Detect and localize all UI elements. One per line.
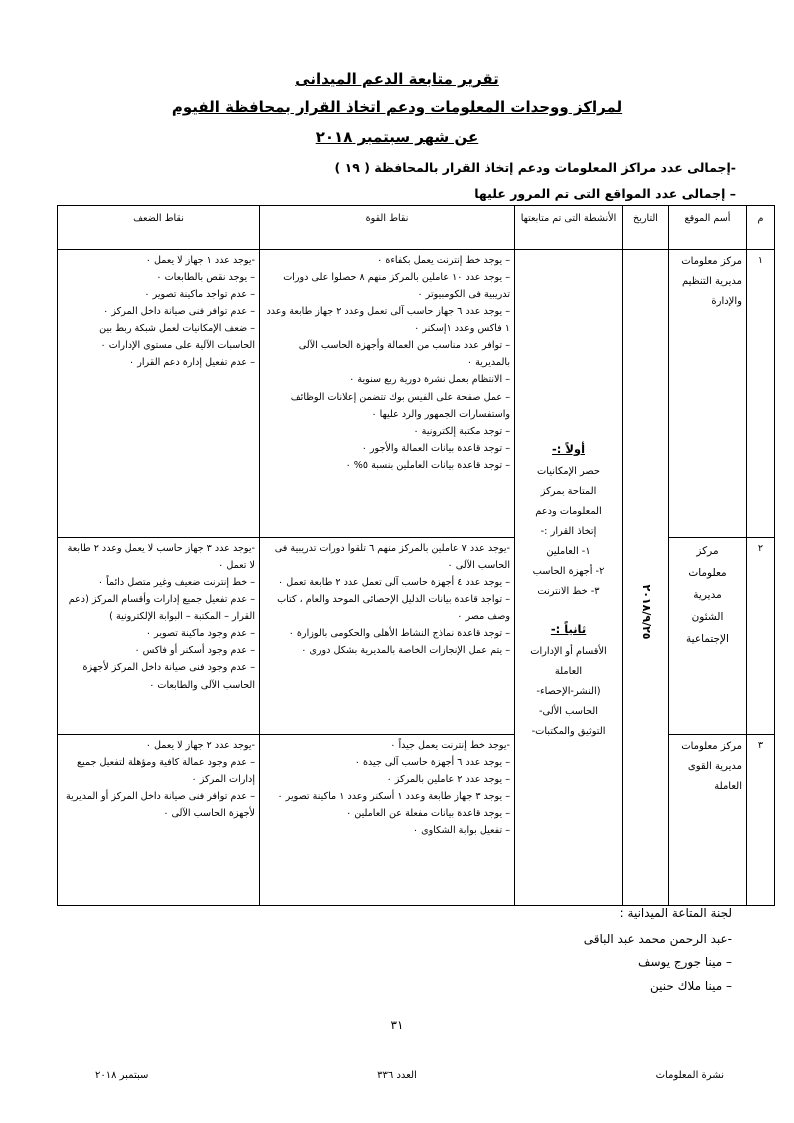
page-number: ٣١	[390, 1018, 404, 1032]
table-header-row	[58, 206, 775, 250]
header-strengths: نقاط القوة	[260, 206, 515, 250]
table-row	[58, 250, 775, 538]
follow-up-table	[57, 205, 775, 906]
visit-date: ٢٠١٨/٩/٢٥	[639, 584, 653, 640]
row-weaknesses: -يوجد عدد ٢ جهاز لا يعمل ٠ – عدم وجود عمالة كافية ومؤهلة لتفعيل جميع إدارات المركز ٠ – عدم توافر فنى صيانة داخل المركز أو المديرية لأجهزة الحاسب الآلى ٠	[58, 735, 260, 906]
row-site: مركز معلومات مديرية القوى العاملة	[669, 735, 747, 906]
row-num: ٢	[747, 538, 775, 735]
intro-visited-sites: – إجمالى عدد المواقع التى تم المرور عليها	[474, 186, 736, 201]
header-site: أسم الموقع	[669, 206, 747, 250]
row-num: ١	[747, 250, 775, 538]
row-site: مركز معلومات مديرية الشئون الإجتماعية	[669, 538, 747, 735]
committee-member: – مينا ملاك حنين	[649, 979, 732, 993]
footer-issue: العدد ٣٣٦	[377, 1070, 417, 1081]
row-num: ٣	[747, 735, 775, 906]
row-strengths: – يوجد خط إنترنت يعمل بكفاءة ٠ – يوجد عدد ١٠ عاملين بالمركز منهم ٨ حصلوا على دورات تدريبية فى الكومبيوتر ٠ – يوجد عدد ٦ جهاز حاسب آلى تعمل وعدد ٢ جهاز طابعة وعدد ١ فاكس وعدد ١إسكنر ٠ – توافر عدد مناسب من العمالة وأجهزة الحاسب الآلى بالمديرية ٠ – الانتظام بعمل نشرة دورية ربع سنوية ٠ – عمل صفحة على الفيس بوك تتضمن إعلانات الوظائف واستفسارات الجمهور والرد عليها ٠ – توجد مكتبة إلكترونية ٠ – توجد قاعدة بيانات العمالة والأجور ٠ – توجد قاعدة بيانات العاملين بنسبة ٥% ٠	[260, 250, 515, 538]
activities-second-head: ثانياً :-	[550, 622, 587, 637]
row-weaknesses: -يوجد عدد ٣ جهاز حاسب لا يعمل وعدد ٢ طابعة لا تعمل ٠ – خط إنترنت ضعيف وغير متصل دائماً ٠ – عدم تفعيل جميع إدارات وأقسام المركز (دعم القرار – المكتبة – البوابة الإلكترونية ) – عدم وجود ماكينة تصوير ٠ – عدم وجود أسكنر أو فاكس ٠ – عدم وجود فنى صيانة داخل المركز لأجهزة الحاسب الآلى والطابعات ٠	[58, 538, 260, 735]
activities-list: أولاً :- حصر الإمكانيات المتاحة بمركز المعلومات ودعم إتخاذ القرار :- ١- العاملين ٢- أجهزة الحاسب ٣- خط الانترنت ثانياً :- الأقسام أو الإدارات العاملة (النشر-الإحصاء- الحاسب الألى- التوثيق والمكتبات-	[515, 438, 622, 742]
footer-publication: نشرة المعلومات	[655, 1070, 724, 1081]
header-activities: الأنشطة التى تم متابعتها	[515, 206, 623, 250]
report-subtitle: لمراكز ووحدات المعلومات ودعم اتخاذ القرار بمحافظة الفيوم	[171, 98, 623, 116]
date-cell	[623, 250, 669, 906]
row-weaknesses: -يوجد عدد ١ جهاز لا يعمل ٠ – يوجد نقص بالطابعات ٠ – عدم تواجد ماكينة تصوير ٠ – عدم توافر فنى صيانة داخل المركز ٠ – ضعف الإمكانيات لعمل شبكة ربط بين الحاسبات الآلية على مستوى الإدارات ٠ – عدم تفعيل إدارة دعم القرار ٠	[58, 250, 260, 538]
report-month: عن شهر سبتمبر ٢٠١٨	[315, 128, 479, 146]
header-date: التاريخ	[623, 206, 669, 250]
row-strengths: -يوجد عدد ٧ عاملين بالمركز منهم ٦ تلقوا دورات تدريبية فى الحاسب الآلى ٠ – يوجد عدد ٤ أجهزة حاسب آلى تعمل عدد ٢ طابعة تعمل ٠ – تواجد قاعدة بيانات الدليل الإحصائى الموحد والعام ، كتاب وصف مصر ٠ – توجد قاعدة نماذج النشاط الأهلى والحكومى بالوزارة ٠ – يتم عمل الإنجازات الخاصة بالمديرية بشكل دورى ٠	[260, 538, 515, 735]
intro-total-centers: -إجمالى عدد مراكز المعلومات ودعم إتخاذ القرار بالمحافظة ( ١٩ )	[334, 160, 736, 175]
header-num: م	[747, 206, 775, 250]
header-weaknesses: نقاط الضعف	[58, 206, 260, 250]
footer-month: سبتمبر ٢٠١٨	[95, 1070, 149, 1081]
committee-title: لجنة المتاعة الميدانية :	[619, 906, 732, 920]
activities-first-head: أولاً :-	[551, 442, 586, 456]
row-strengths: -يوجد خط إنترنت يعمل جيداً ٠ – يوجد عدد ٦ أجهزة حاسب آلى جيدة ٠ – يوجد عدد ٢ عاملين بالمركز ٠ – يوجد ٣ جهاز طابعة وعدد ١ أسكنر وعدد ١ ماكينة تصوير ٠ – يوجد قاعدة بيانات مفعلة عن العاملين ٠ – تفعيل بوابة الشكاوى ٠	[260, 735, 515, 906]
row-site: مركز معلومات مديرية التنظيم والإدارة	[669, 250, 747, 538]
activities-cell	[515, 250, 623, 906]
committee-member: -عبد الرحمن محمد عبد الباقى	[583, 932, 732, 946]
report-title: تقرير متابعة الدعم الميدانى	[295, 70, 499, 88]
committee-member: – مينا جورج يوسف	[638, 955, 732, 969]
